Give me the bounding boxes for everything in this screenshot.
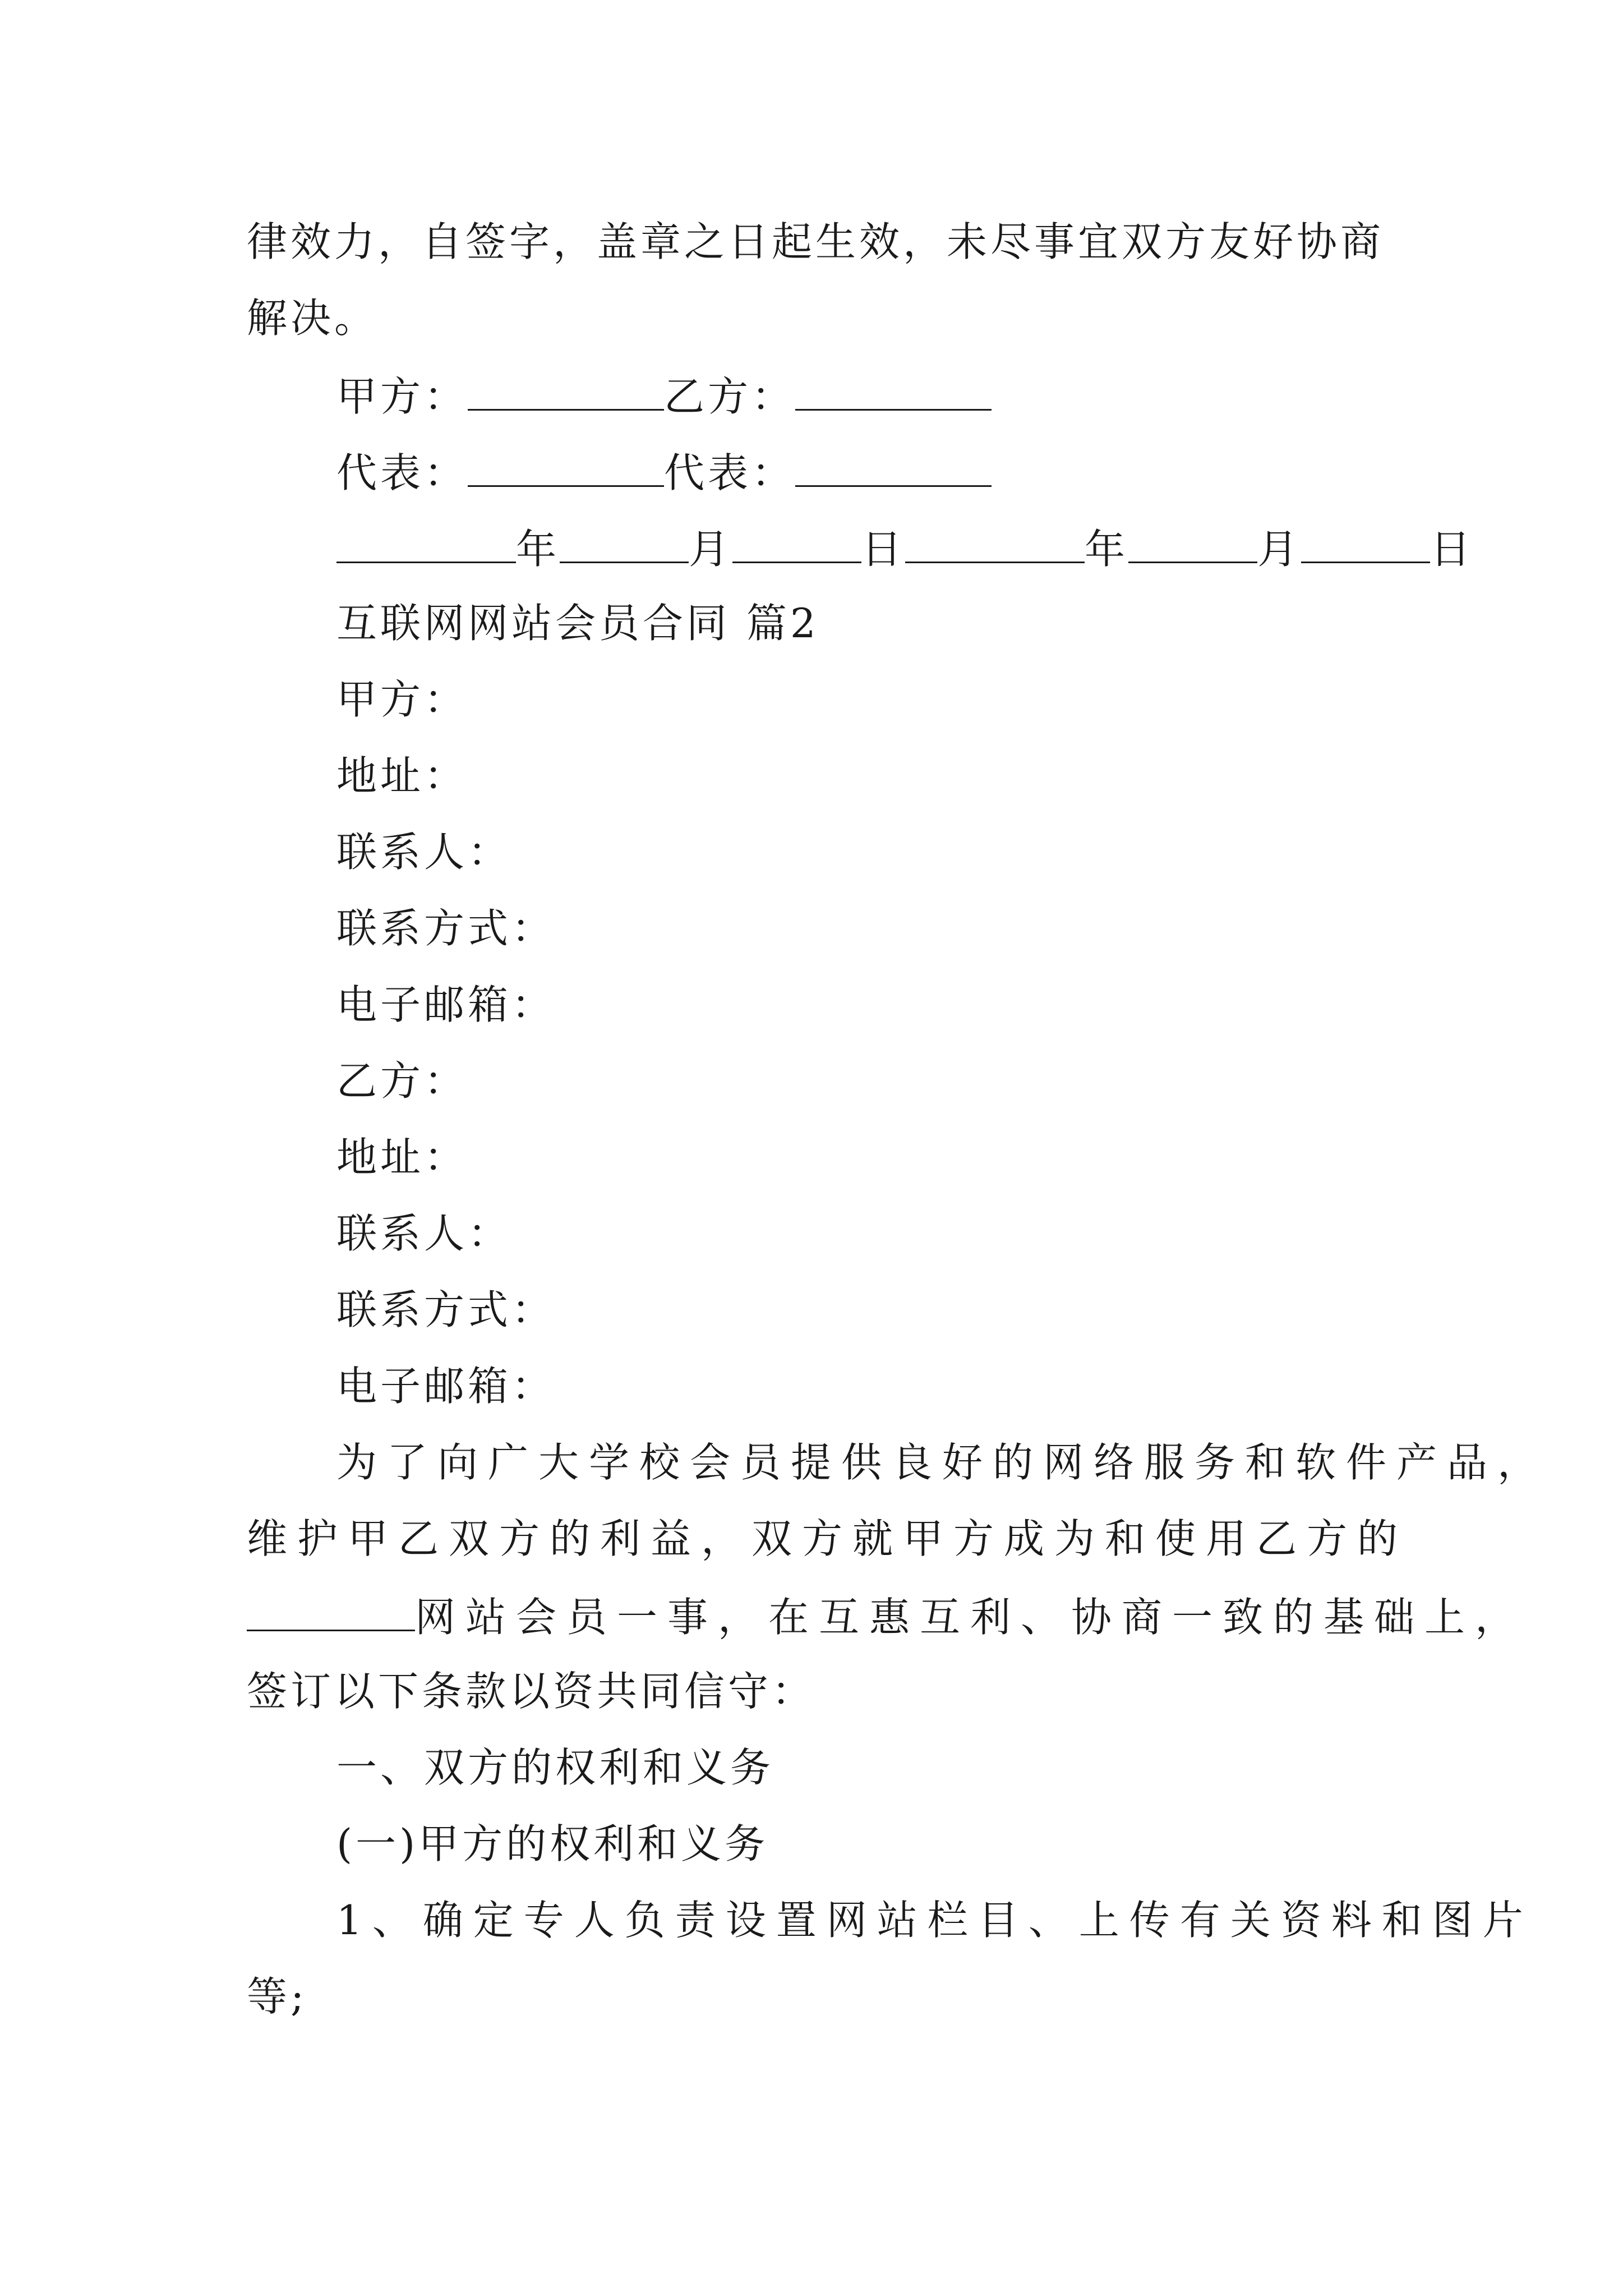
party-b-blank: [795, 374, 992, 411]
party-b-name: 乙方：: [336, 1057, 468, 1105]
party-a-email: 电子邮箱：: [336, 981, 556, 1028]
rep-b-blank: [795, 450, 992, 487]
month-blank: [1128, 527, 1257, 563]
party-b-label: 乙方：: [664, 373, 796, 420]
day-blank: [732, 527, 861, 563]
month-blank: [560, 527, 689, 563]
section-title: 互联网网站会员合同 篇2: [336, 600, 819, 647]
day-label: 日: [1430, 526, 1474, 573]
rep-a-label: 代表：: [336, 449, 468, 496]
party-b-email: 电子邮箱：: [336, 1363, 556, 1410]
signature-line-date: [336, 526, 1474, 573]
rep-a-blank: [468, 450, 664, 487]
paragraph-line: 为了向广大学校会员提供良好的网络服务和软件产品，: [336, 1439, 1548, 1486]
party-b-address: 地址：: [336, 1134, 468, 1181]
day-label: 日: [861, 526, 906, 573]
signature-line-party: [336, 373, 992, 420]
clause-heading: 一、双方的权利和义务: [336, 1744, 774, 1791]
paragraph-line: 签订以下条款以资共同信守：: [247, 1668, 816, 1715]
month-label: 月: [689, 526, 733, 573]
paragraph-text: 网站会员一事，在互惠互利、协商一致的基础上，: [415, 1594, 1526, 1641]
rep-b-label: 代表：: [664, 449, 796, 496]
party-b-phone: 联系方式：: [336, 1286, 556, 1333]
year-label: 年: [1085, 526, 1129, 573]
party-a-blank: [468, 374, 664, 411]
year-label: 年: [516, 526, 560, 573]
year-blank: [336, 527, 516, 563]
party-a-phone: 联系方式：: [336, 905, 556, 952]
day-blank: [1301, 527, 1430, 563]
website-name-blank: [247, 1595, 415, 1631]
month-label: 月: [1257, 526, 1302, 573]
year-blank: [905, 527, 1085, 563]
clause-subheading: (一)甲方的权利和义务: [336, 1820, 769, 1867]
signature-line-representative: [336, 449, 992, 496]
text-line: 解决。: [247, 295, 379, 342]
paragraph-line-with-blank: [247, 1594, 1526, 1641]
text-line: 律效力，自签字，盖章之日起生效，未尽事宜双方友好协商: [247, 218, 1385, 265]
clause-item-continued: 等;: [247, 1973, 308, 2020]
clause-item: 1、确定专人负责设置网站栏目、上传有关资料和图片: [336, 1897, 1533, 1944]
party-b-contact: 联系人：: [336, 1210, 512, 1257]
party-a-label: 甲方：: [336, 373, 468, 420]
party-a-address: 地址：: [336, 752, 468, 799]
party-a-contact: 联系人：: [336, 829, 512, 876]
paragraph-line: 维护甲乙双方的利益，双方就甲方成为和使用乙方的: [247, 1515, 1408, 1562]
party-a-name: 甲方：: [336, 676, 468, 723]
